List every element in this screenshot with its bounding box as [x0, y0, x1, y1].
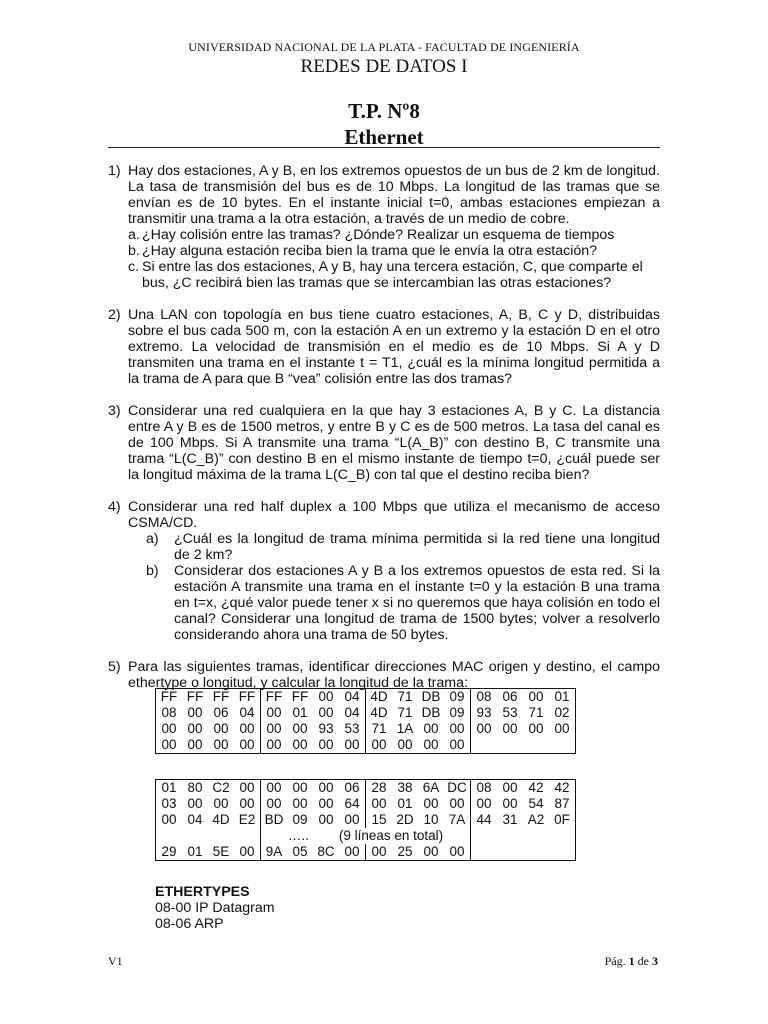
hex-byte: FF	[234, 689, 261, 706]
hex-byte: 01	[161, 780, 177, 795]
hex-byte: 00	[397, 737, 413, 752]
subitem-label: c.	[128, 259, 140, 275]
hex-byte	[471, 844, 498, 861]
hex-lines-note: (9 líneas en total)	[338, 828, 444, 843]
ethertypes-legend	[155, 884, 275, 932]
hex-byte: 42	[549, 780, 576, 797]
question-4	[108, 499, 660, 643]
page-total: 3	[652, 954, 658, 968]
hex-byte: 42	[528, 780, 544, 795]
hex-byte: 15	[371, 812, 387, 827]
hex-byte: A2	[527, 812, 545, 827]
hex-byte: 8C	[317, 844, 335, 859]
page-of: de	[637, 954, 649, 968]
hex-byte: 04	[187, 812, 203, 827]
hex-byte: 00	[371, 844, 387, 859]
hex-byte: 5E	[212, 844, 230, 859]
page-header	[0, 40, 768, 150]
subitem-text: ¿Cuál es la longitud de trama mínima permitida si la red tiene una longitud de 2 km?	[174, 531, 660, 563]
hex-byte: 00	[266, 737, 282, 752]
question-number: 4)	[108, 499, 121, 515]
hex-byte: 00	[502, 796, 518, 811]
header-divider	[108, 147, 660, 148]
hex-byte: 00	[549, 721, 576, 737]
hex-byte: 10	[423, 812, 439, 827]
hex-byte: 00	[371, 796, 387, 811]
hex-byte: 06	[213, 705, 229, 720]
hex-byte: 31	[502, 812, 518, 827]
hex-byte: 05	[292, 844, 308, 859]
hex-byte: 00	[213, 796, 229, 811]
hex-byte	[523, 844, 549, 861]
hex-byte: 09	[444, 689, 471, 706]
hex-byte: 80	[187, 780, 203, 795]
hex-byte: 00	[187, 737, 203, 752]
hex-byte: 00	[318, 705, 334, 720]
hex-ellipsis-note	[261, 828, 471, 844]
hex-byte: 00	[292, 780, 308, 795]
assignment-subject: Ethernet	[344, 125, 424, 149]
hex-byte: 09	[444, 705, 471, 721]
subitem-text: ¿Hay alguna estación reciba bien la trama que le envía la otra estación?	[142, 243, 598, 259]
hex-byte: 06	[339, 780, 366, 797]
hex-row-ellipsis	[156, 828, 576, 844]
hex-byte: 00	[234, 844, 261, 861]
question-text: Para las siguientes tramas, identificar direcciones MAC origen y destino, el campo ethertype o longitud, y calcular la longitud de la trama:	[128, 659, 660, 691]
university-name: UNIVERSIDAD NACIONAL DE LA PLATA - FACULTAD DE INGENIERÍA	[188, 40, 580, 54]
hex-byte: 08	[161, 705, 177, 720]
hex-byte: 25	[397, 844, 413, 859]
hex-byte: 00	[318, 737, 334, 752]
question-subitems	[128, 531, 660, 643]
subitem	[128, 243, 660, 259]
frame-2-hex-table	[155, 779, 576, 861]
hex-byte: 00	[339, 844, 366, 861]
hex-byte: 00	[161, 812, 177, 827]
hex-byte: 93	[318, 721, 334, 736]
hex-byte: 44	[476, 812, 492, 827]
hex-byte: 01	[549, 689, 576, 706]
hex-byte	[471, 737, 498, 754]
page-current: 1	[628, 954, 635, 968]
hex-byte: 00	[292, 796, 308, 811]
hex-byte: 00	[234, 737, 261, 754]
course-title: REDES DE DATOS I	[300, 56, 468, 77]
hex-byte	[549, 737, 576, 754]
hex-byte: 00	[528, 721, 544, 736]
question-text: Hay dos estaciones, A y B, en los extremos opuestos de un bus de 2 km de longitud. La tasa de transmisión del bus es de 10 Mbps. La longitud de las tramas que se envían es de 10 bytes. En el instante inicial t=0, ambas estaciones empiezan a transmitir una trama a la otra estación, a través de un medio de cobre.	[128, 163, 660, 227]
hex-byte: 00	[423, 737, 439, 752]
question-number: 2)	[108, 307, 121, 323]
hex-row	[156, 780, 576, 797]
hex-byte: 00	[339, 812, 366, 828]
hex-byte: 64	[339, 796, 366, 812]
question-number: 1)	[108, 163, 121, 179]
question-text: Una LAN con topología en bus tiene cuatro estaciones, A, B, C y D, distribuidas sobre el bus cada 500 m, con la estación A en un extremo y la estación D en el otro extremo. La velocidad de transmisión en el medio es de 10 Mbps. Si A y D transmiten una trama en el instante t = T1, ¿cuál es la mínima longitud permitida a la trama de A para que B “vea” colisión entre las dos tramas?	[128, 307, 660, 387]
hex-byte: 7A	[444, 812, 471, 828]
hex-byte: C2	[212, 780, 230, 795]
hex-byte: 08	[476, 689, 492, 704]
hex-byte: 00	[318, 780, 334, 795]
question-5	[108, 659, 660, 691]
hex-byte: 00	[444, 844, 471, 861]
hex-byte: FF	[265, 689, 283, 704]
hex-byte: 00	[444, 737, 471, 754]
hex-byte: 93	[476, 705, 492, 720]
subitem-label: b)	[146, 563, 159, 579]
subitem	[128, 227, 660, 243]
hex-byte: 00	[234, 780, 261, 797]
hex-byte: 00	[292, 721, 308, 736]
subitem-text: Considerar dos estaciones A y B a los extremos opuestos de esta red. Si la estación A transmite una trama en el instante t=0 y la estación B una trama en t=x, ¿qué valor puede tener x si no queremos que haya colisión en todo el canal? Considerar una longitud de trama de 1500 bytes; volver a resolverlo considerando ahora una trama de 50 bytes.	[174, 563, 660, 643]
questions-list	[108, 163, 660, 707]
subitem-label: a)	[146, 531, 159, 547]
hex-spacer	[156, 828, 261, 844]
hex-byte: 71	[397, 689, 413, 704]
hex-row	[156, 844, 576, 861]
hex-byte: 00	[318, 812, 334, 827]
hex-byte: 00	[444, 721, 471, 737]
question-subitems	[128, 227, 660, 291]
question-text: Considerar una red half duplex a 100 Mbps que utiliza el mecanismo de acceso CSMA/CD.	[128, 499, 660, 531]
hex-byte: FF	[212, 689, 230, 704]
hex-byte: 87	[549, 796, 576, 812]
hex-byte: 00	[266, 796, 282, 811]
hex-byte: 4D	[212, 812, 230, 827]
hex-byte: 29	[161, 844, 177, 859]
hex-byte: FF	[160, 689, 178, 704]
hex-ellipsis: …..	[287, 828, 309, 843]
hex-byte: 1A	[396, 721, 414, 736]
hex-byte: 01	[187, 844, 203, 859]
hex-byte: 38	[397, 780, 413, 795]
hex-byte: 00	[502, 780, 518, 795]
subitem-text: Si entre las dos estaciones, A y B, hay una tercera estación, C, que comparte el bus, ¿C recibirá bien las tramas que se intercambian las otras estaciones?	[142, 259, 643, 291]
hex-byte: 00	[371, 737, 387, 752]
hex-byte: 00	[318, 796, 334, 811]
hex-byte: 00	[161, 721, 177, 736]
hex-byte: 4D	[370, 689, 388, 704]
hex-byte	[523, 737, 549, 754]
hex-byte: DB	[421, 689, 441, 704]
hex-spacer	[471, 828, 576, 844]
hex-byte: 01	[292, 705, 308, 720]
hex-row	[156, 812, 576, 828]
hex-byte: FF	[186, 689, 204, 704]
hex-byte: 00	[266, 705, 282, 720]
hex-byte: 03	[161, 796, 177, 811]
hex-byte: 28	[371, 780, 387, 795]
hex-byte: 4D	[370, 705, 388, 720]
hex-byte: 00	[161, 737, 177, 752]
hex-byte: BD	[264, 812, 284, 827]
hex-byte: DC	[444, 780, 471, 797]
hex-byte: 0F	[549, 812, 576, 828]
footer-version: V1	[108, 954, 123, 968]
hex-byte: DB	[421, 705, 441, 720]
hex-byte: 00	[444, 796, 471, 812]
hex-byte: 00	[339, 737, 366, 754]
hex-byte: 00	[423, 796, 439, 811]
page-prefix: Pág.	[604, 954, 626, 968]
question-text: Considerar una red cualquiera en la que hay 3 estaciones A, B y C. La distancia entre A y B es de 1500 metros, y entre B y C es de 500 metros. La tasa del canal es de 100 Mbps. Si A transmite una trama “L(A_B)” con destino B, C transmite una trama “L(C_B)” con destino B en el mismo instante de tiempo t=0, ¿cuál puede ser la longitud máxima de la trama L(C_B) con tal que el destino reciba bien?	[128, 403, 660, 483]
subitem	[146, 531, 660, 563]
hex-byte: 00	[423, 721, 439, 736]
hex-byte: 00	[234, 796, 261, 812]
hex-byte: 00	[234, 721, 261, 737]
hex-byte: 04	[234, 705, 261, 721]
hex-byte: 09	[292, 812, 308, 827]
hex-byte: 00	[476, 796, 492, 811]
hex-byte: FF	[291, 689, 309, 704]
hex-byte: 54	[528, 796, 544, 811]
hex-row	[156, 689, 576, 706]
assignment-title: T.P. Nº8	[348, 99, 420, 123]
subitem-text: ¿Hay colisión entre las tramas? ¿Dónde? Realizar un esquema de tiempos	[142, 227, 615, 243]
hex-byte	[497, 737, 523, 754]
hex-byte: 2D	[396, 812, 414, 827]
question-number: 5)	[108, 659, 121, 675]
subitem-label: a.	[128, 227, 140, 243]
hex-byte: 00	[266, 780, 282, 795]
hex-byte: 01	[397, 796, 413, 811]
hex-byte: 71	[371, 721, 387, 736]
question-2	[108, 307, 660, 387]
hex-row	[156, 737, 576, 754]
hex-byte: E2	[234, 812, 261, 828]
hex-byte: 00	[187, 796, 203, 811]
hex-byte: 02	[549, 705, 576, 721]
footer-page-number	[605, 954, 658, 969]
hex-byte	[549, 844, 576, 861]
frame-1-hex-table	[155, 688, 576, 754]
hex-byte: 00	[318, 689, 334, 704]
ethertype-item: 08-00 IP Datagram	[155, 900, 275, 916]
hex-row	[156, 796, 576, 812]
hex-byte: 9A	[265, 844, 283, 859]
question-number: 3)	[108, 403, 121, 419]
subitem	[128, 259, 660, 291]
hex-byte: 53	[339, 721, 366, 737]
hex-row	[156, 721, 576, 737]
hex-byte: 71	[397, 705, 413, 720]
hex-byte: 53	[502, 705, 518, 720]
hex-byte: 71	[528, 705, 544, 720]
hex-byte	[497, 844, 523, 861]
hex-row	[156, 705, 576, 721]
hex-byte: 08	[476, 780, 492, 795]
ethertypes-title: ETHERTYPES	[155, 884, 250, 900]
hex-byte: 6A	[422, 780, 440, 795]
hex-byte: 00	[187, 705, 203, 720]
hex-byte: 00	[476, 721, 492, 736]
question-3	[108, 403, 660, 483]
hex-byte: 00	[292, 737, 308, 752]
subitem	[146, 563, 660, 643]
hex-byte: 00	[266, 721, 282, 736]
question-1	[108, 163, 660, 291]
hex-byte: 00	[528, 689, 544, 704]
hex-byte: 00	[502, 721, 518, 736]
hex-byte: 04	[339, 705, 366, 721]
hex-byte: 00	[187, 721, 203, 736]
hex-byte: 04	[339, 689, 366, 706]
ethertype-item: 08-06 ARP	[155, 916, 224, 932]
hex-byte: 00	[213, 721, 229, 736]
hex-byte: 00	[213, 737, 229, 752]
hex-byte: 00	[423, 844, 439, 859]
hex-byte: 06	[502, 689, 518, 704]
subitem-label: b.	[128, 243, 140, 259]
